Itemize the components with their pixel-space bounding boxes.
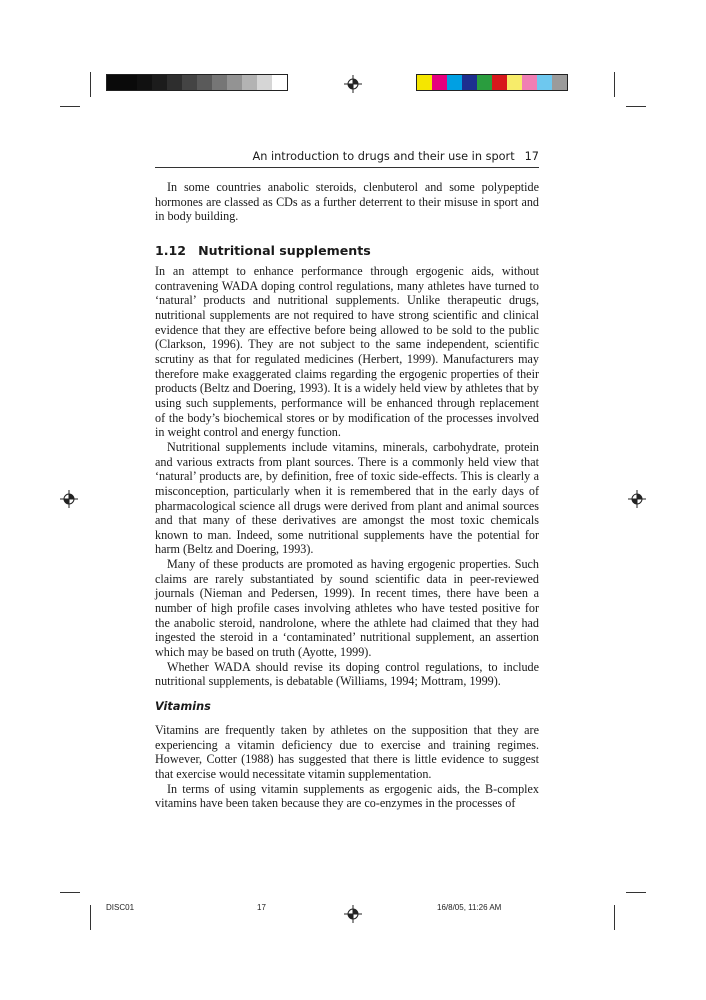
color-swatch <box>552 75 567 90</box>
gray-swatch <box>167 75 182 90</box>
subsection-heading: Vitamins <box>155 700 211 713</box>
intro-paragraph: In some countries anabolic steroids, clenbuterol and some polypeptide hormones are classed as CDs as a further deterrent to their misuse in sport and in body building. <box>155 180 539 224</box>
gray-swatch <box>242 75 257 90</box>
crop-mark-bottom-right-h <box>626 892 646 893</box>
gray-swatch <box>197 75 212 90</box>
slug-timestamp: 16/8/05, 11:26 AM <box>437 903 502 912</box>
gray-swatch <box>107 75 122 90</box>
gray-swatch <box>137 75 152 90</box>
paragraph: Whether WADA should revise its doping control regulations, to include nutritional supplements, is debatable (Williams, 1994; Mottram, 1999). <box>155 659 539 689</box>
slug-page: 17 <box>257 903 266 912</box>
running-header-title: An introduction to drugs and their use in sport <box>252 150 515 163</box>
paragraph: In an attempt to enhance performance through ergogenic aids, without contravening WADA doping control regulations, many athletes have turned to ‘natural’ products and nutritional supplements. Unlike therapeutic drugs, nutritional supplements are not required to have strong scientific and clinical evidence that they are effective before being allowed to be sold to the public (Clarkson, 1996). They are not subject to the same independent, scientific scrutiny as that for regulated medicines (Herbert, 1999). Manufacturers may therefore make exaggerated claims regarding the ergogenic properties of their products (Beltz and Doering, 1993). It is a widely held view by athletes that by using such supplements, performance will be enhanced through replacement of the body’s biochemical stores or by modification of the processes involved in weight control and energy function. <box>155 264 539 440</box>
registration-mark-bottom <box>344 905 362 923</box>
gray-swatch <box>182 75 197 90</box>
color-swatch <box>522 75 537 90</box>
crop-mark-bottom-left <box>90 905 91 930</box>
crop-mark-top-left-h <box>60 106 80 107</box>
section-heading <box>155 243 371 258</box>
section-number: 1.12 <box>155 243 187 258</box>
registration-mark-top <box>344 75 362 93</box>
paragraph: In terms of using vitamin supplements as ergogenic aids, the B-complex vitamins have been taken because they are co-enzymes in the processes of <box>155 781 539 811</box>
gray-swatch <box>272 75 287 90</box>
paragraph: Many of these products are promoted as having ergogenic properties. Such claims are rarely substantiated by sound scientific data in peer-reviewed journals (Nieman and Pedersen, 1999). In recent times, there have been a number of high profile cases involving athletes who have tested positive for the anabolic steroid, nandrolone, where the athlete had claimed that they had ingested the steroid in a ‘contaminated’ nutritional supplement, an assertion which may be based on truth (Ayotte, 1999). <box>155 557 539 660</box>
color-swatch <box>537 75 552 90</box>
color-swatch <box>432 75 447 90</box>
vitamins-body <box>155 723 539 811</box>
section-body <box>155 264 539 689</box>
section-title: Nutritional supplements <box>198 243 371 258</box>
color-swatch <box>477 75 492 90</box>
crop-mark-bottom-left-h <box>60 892 80 893</box>
crop-mark-bottom-right <box>614 905 615 930</box>
color-swatch <box>492 75 507 90</box>
color-swatch <box>447 75 462 90</box>
color-swatch <box>462 75 477 90</box>
color-swatch <box>417 75 432 90</box>
gray-swatch <box>257 75 272 90</box>
intro-paragraph-block <box>155 180 539 224</box>
grayscale-calibration-bar <box>106 74 288 91</box>
gray-swatch <box>152 75 167 90</box>
gray-swatch <box>212 75 227 90</box>
crop-mark-top-right-h <box>626 106 646 107</box>
paragraph: Vitamins are frequently taken by athletes on the supposition that they are experiencing a vitamin deficiency due to exercise and training regimes. However, Cotter (1988) has suggested that there is little evidence to suggest that exercise would necessitate vitamin supplementation. <box>155 723 539 781</box>
gray-swatch <box>227 75 242 90</box>
gray-swatch <box>122 75 137 90</box>
crop-mark-top-right <box>614 72 615 97</box>
registration-mark-left <box>60 490 78 508</box>
slug-file: DISC01 <box>106 903 135 912</box>
color-swatch <box>507 75 522 90</box>
color-calibration-bar <box>416 74 568 91</box>
crop-mark-top-left <box>90 72 91 97</box>
paragraph: Nutritional supplements include vitamins, minerals, carbohydrate, protein and various extracts from plant sources. There is a commonly held view that ‘natural’ products are, by definition, free of toxic side-effects. This is clearly a misconception, particularly when it is remembered that in the early days of pharmacological science all drugs were derived from plant and animal sources and that many of these derivatives are amongst the most toxic chemicals known to man. Indeed, some nutritional supplements have the potential for harm (Beltz and Doering, 1993). <box>155 439 539 557</box>
page-number: 17 <box>524 150 539 163</box>
registration-mark-right <box>628 490 646 508</box>
running-header <box>155 150 539 168</box>
